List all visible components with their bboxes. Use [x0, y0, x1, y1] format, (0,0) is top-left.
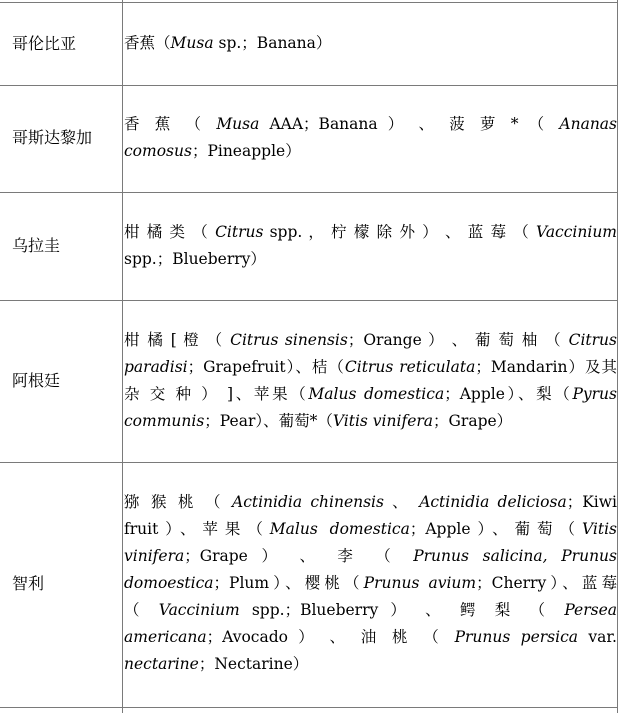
crops-line: 杂 交 种 ） ]、苹果（Malus domestica；Apple）、梨（Pyrus	[124, 385, 617, 403]
crops-line: nectarine；Nectarine）	[124, 655, 309, 673]
row-divider	[0, 2, 617, 3]
crops-cell	[124, 30, 617, 57]
crops-cell	[124, 219, 617, 273]
crops-line: americana；Avocado ） 、 油 桃 （ Prunus persica var.	[124, 628, 617, 646]
crops-line: fruit）、苹果（Malus domestica；Apple）、葡萄（Vitis	[124, 520, 617, 538]
row-divider	[0, 192, 617, 193]
country-cell: 乌拉圭	[12, 236, 61, 255]
row-divider	[0, 85, 617, 86]
crops-line: communis；Pear）、葡萄*（Vitis vinifera；Grape）	[124, 412, 513, 430]
row-divider	[0, 462, 617, 463]
country-cell: 哥伦比亚	[12, 34, 77, 53]
crops-cell	[124, 327, 617, 435]
crops-line: （ Vaccinium spp.；Blueberry ） 、 鳄 梨 （ Persea	[124, 601, 617, 619]
crops-line: 香蕉（Musa sp.；Banana）	[124, 34, 332, 52]
crops-line: domoestica；Plum）、樱桃（Prunus avium；Cherry）、蓝莓	[124, 574, 617, 592]
column-divider	[122, 0, 123, 713]
row-divider	[0, 707, 617, 708]
crops-line: 猕 猴 桃 （ Actinidia chinensis 、 Actinidia deliciosa；Kiwi	[124, 493, 617, 511]
crops-line: comosus；Pineapple）	[124, 142, 301, 160]
crops-line: 柑 橘 类 （ Citrus spp. ， 柠 檬 除 外 ） 、 蓝 莓 （ Vaccinium	[124, 223, 617, 241]
country-cell: 阿根廷	[12, 371, 61, 390]
crops-line: spp.；Blueberry）	[124, 250, 266, 268]
crops-line: paradisi；Grapefruit）、桔（Citrus reticulata；Mandarin）及其	[124, 358, 617, 376]
row-divider	[0, 300, 617, 301]
country-cell: 哥斯达黎加	[12, 128, 93, 147]
crops-line: 柑 橘 [ 橙 （ Citrus sinensis；Orange ） 、 葡 萄 柚 （ Citrus	[124, 331, 617, 349]
crops-cell	[124, 111, 617, 165]
country-cell: 智利	[12, 574, 45, 593]
crops-line: vinifera；Grape ） 、 李 （ Prunus salicina, Prunus	[124, 547, 617, 565]
column-divider	[617, 0, 618, 713]
crops-line: 香 蕉 （ Musa AAA；Banana ） 、 菠 萝 * （ Ananas	[124, 115, 617, 133]
crops-cell	[124, 489, 617, 678]
